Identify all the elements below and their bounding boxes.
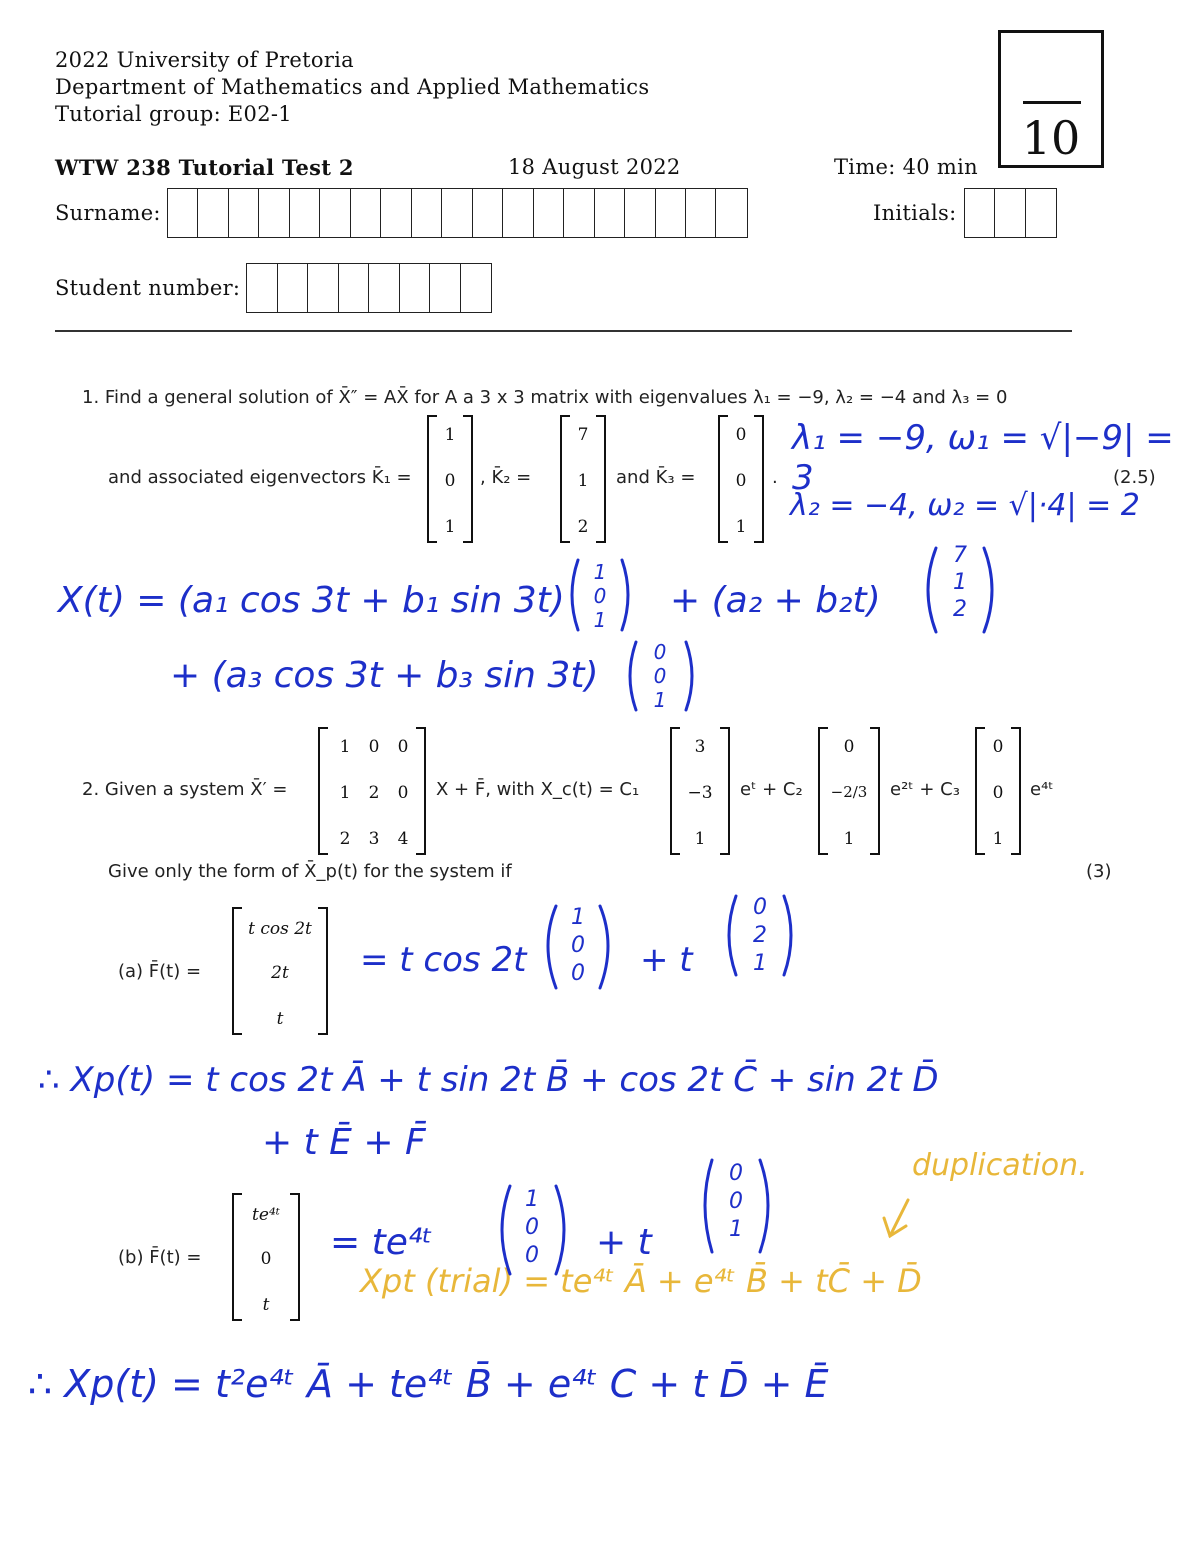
hw-paren [622, 560, 628, 630]
e2-text: e²ᵗ + C₃ [890, 779, 960, 800]
hw-vector-entry: 0 [525, 1215, 539, 1240]
matrix-entry: 2 [339, 829, 351, 849]
q2-instruction: Give only the form of X̄_p(t) for the system if [108, 861, 512, 882]
q1-period: . [772, 467, 778, 488]
q2b-entry: 0 [260, 1249, 272, 1269]
hw-vector-entry: 1 [729, 1217, 743, 1242]
hw-vector-entry: 2 [753, 923, 767, 948]
hw-q2a-line1b: + t [640, 940, 693, 980]
hw-vector-entry: 1 [753, 951, 767, 976]
test-title: WTW 238 Tutorial Test 2 [55, 155, 354, 180]
q2a-entry: t [276, 1009, 284, 1029]
q1-statement: 1. Find a general solution of X̄″ = AX̄ for A a 3 x 3 matrix with eigenvalues λ₁ = −9, λ₂ = −4 and λ₃ = 0 [82, 387, 1008, 408]
hw-vector-entry: 0 [729, 1161, 743, 1186]
c3-entry: 0 [992, 737, 1004, 757]
hw-paren [984, 548, 992, 632]
hw-solution-line1b: + (a₂ + b₂t) [670, 580, 881, 621]
hw-vector-entry: 1 [653, 688, 667, 712]
hw-q2b-line1: = te⁴ᵗ [330, 1222, 433, 1263]
matrix-entry: 2 [368, 783, 380, 803]
hw-q2a-line3: + t Ē + F̄ [262, 1122, 426, 1163]
hw-vector-entry: 0 [525, 1243, 539, 1268]
k1-entry: 1 [444, 517, 456, 537]
hw-duplication-note: duplication. [912, 1148, 1088, 1183]
matrix-entry: 1 [339, 737, 351, 757]
tutorial-group: Tutorial group: E02-1 [55, 102, 292, 126]
hw-paren [784, 896, 791, 975]
hw-vector-entry: 0 [593, 584, 607, 608]
e3-text: e⁴ᵗ [1030, 779, 1054, 800]
k2-entry: 1 [577, 471, 589, 491]
hw-paren [572, 560, 578, 630]
hw-paren [729, 896, 736, 975]
q1-marks: (2.5) [1113, 467, 1156, 488]
hw-paren [705, 1160, 712, 1252]
matrix-entry: 0 [397, 783, 409, 803]
c3-entry: 0 [992, 783, 1004, 803]
e1-text: eᵗ + C₂ [740, 779, 803, 800]
hw-paren [600, 906, 608, 988]
hw-vector-entry: 7 [953, 543, 967, 568]
c2-entry: −2/3 [830, 783, 868, 801]
hw-lambda1: λ₁ = −9, ω₁ = √|−9| = 3 [792, 418, 1174, 498]
hw-arrow-icon [884, 1200, 908, 1236]
hw-vector-entry: 0 [653, 640, 667, 664]
hw-q2a-line1: = t cos 2t [360, 940, 527, 980]
q2a-entry: t cos 2t [248, 919, 312, 939]
k2-entry: 7 [577, 425, 589, 445]
hw-lambda2: λ₂ = −4, ω₂ = √|·4| = 2 [790, 488, 1140, 523]
q2-marks: (3) [1086, 861, 1112, 882]
score-total: 10 [1021, 111, 1081, 165]
q1-eigenvector-intro: and associated eigenvectors K̄₁ = [108, 467, 412, 488]
k1-entry: 0 [444, 471, 456, 491]
hw-solution-line2: + (a₃ cos 3t + b₃ sin 3t) [170, 655, 599, 696]
hw-paren [556, 1186, 564, 1274]
c2-entry: 0 [843, 737, 855, 757]
c1-entry: 3 [694, 737, 706, 757]
hw-q2a-line2: ∴ Xp(t) = t cos 2t Ā + t sin 2t B̄ + cos 2t C̄ + sin 2t D̄ [38, 1060, 939, 1100]
k2-entry: 2 [577, 517, 589, 537]
initials-label: Initials: [873, 201, 957, 225]
hw-q2b-line1b: + t [596, 1222, 652, 1263]
matrix-entry: 0 [397, 737, 409, 757]
hw-paren [630, 642, 636, 710]
matrix-entry: 0 [368, 737, 380, 757]
matrix-entry: 1 [339, 783, 351, 803]
university-line: 2022 University of Pretoria [55, 48, 355, 72]
hw-vector-entry: 1 [525, 1187, 539, 1212]
k1-entry: 1 [444, 425, 456, 445]
hw-paren [548, 906, 556, 988]
q2-intro: 2. Given a system X̄′ = [82, 779, 288, 800]
hw-paren [686, 642, 692, 710]
hw-vector-entry: 1 [593, 608, 607, 632]
matrix-entry: 3 [368, 829, 380, 849]
c1-entry: −3 [687, 783, 713, 803]
c3-entry: 1 [992, 829, 1004, 849]
hw-vector-entry: 0 [653, 664, 667, 688]
hw-vector-entry: 0 [753, 895, 767, 920]
hw-vector-entry: 0 [571, 961, 585, 986]
q2-mid-text: X + F̄, with X_c(t) = C₁ [436, 779, 640, 800]
k3-entry: 0 [735, 471, 747, 491]
hw-paren [928, 548, 936, 632]
k3-label: and K̄₃ = [616, 467, 696, 488]
student-number-label: Student number: [55, 276, 241, 300]
hw-vector-entry: 1 [593, 560, 607, 584]
q2b-label: (b) F̄(t) = [118, 1247, 202, 1268]
hw-vector-entry: 1 [953, 570, 967, 595]
c2-entry: 1 [843, 829, 855, 849]
q2b-entry: t [262, 1295, 270, 1315]
hw-vector-entry: 2 [953, 597, 967, 622]
q2b-entry: te⁴ᵗ [252, 1205, 280, 1225]
department-line: Department of Mathematics and Applied Mathematics [55, 75, 650, 99]
q2a-label: (a) F̄(t) = [118, 961, 202, 982]
hw-vector-entry: 0 [571, 933, 585, 958]
hw-vector-entry: 1 [571, 905, 585, 930]
hw-paren [502, 1186, 510, 1274]
matrix-entry: 4 [397, 829, 409, 849]
k2-label: , K̄₂ = [480, 467, 532, 488]
hw-final-solution: ∴ Xp(t) = t²e⁴ᵗ Ā + te⁴ᵗ B̄ + e⁴ᵗ C + t D̄ + Ē [28, 1362, 829, 1406]
k3-entry: 0 [735, 425, 747, 445]
test-date: 18 August 2022 [508, 155, 681, 179]
c1-entry: 1 [694, 829, 706, 849]
hw-vector-entry: 0 [729, 1189, 743, 1214]
test-time: Time: 40 min [834, 155, 978, 179]
hw-trial-solution: Xpt (trial) = te⁴ᵗ Ā + e⁴ᵗ B̄ + tC̄ + D̄ [360, 1262, 922, 1300]
hw-paren [760, 1160, 768, 1252]
k3-entry: 1 [735, 517, 747, 537]
surname-label: Surname: [55, 201, 161, 225]
q2a-entry: 2t [271, 963, 289, 983]
hw-solution-line1: X(t) = (a₁ cos 3t + b₁ sin 3t) [58, 580, 565, 621]
